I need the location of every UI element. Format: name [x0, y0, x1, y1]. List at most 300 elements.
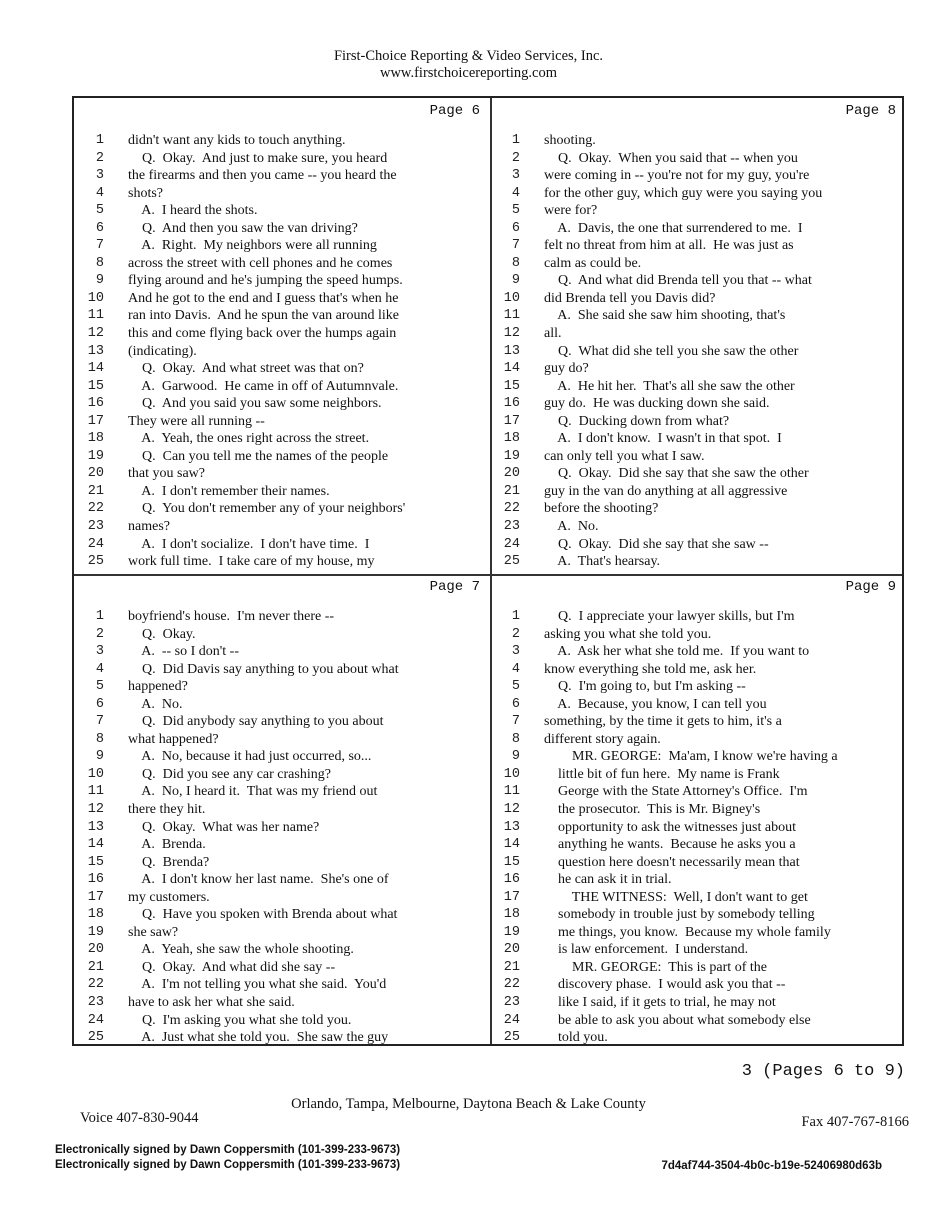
transcript-line: [74, 854, 490, 872]
line-number: 9: [95, 273, 104, 289]
line-number: 22: [87, 501, 104, 517]
transcript-line: [490, 255, 906, 273]
line-text: George with the State Attorney's Office. I'm: [544, 784, 808, 800]
transcript-line: [490, 819, 906, 837]
line-text: boyfriend's house. I'm never there --: [128, 609, 335, 624]
line-text: across the street with cell phones and he comes: [128, 255, 393, 271]
line-number: 7: [511, 238, 520, 254]
line-number: 11: [503, 308, 520, 324]
transcript-line: [490, 1012, 906, 1030]
transcript-line: [490, 307, 906, 325]
transcript-line: [74, 167, 490, 185]
transcript-line: [490, 608, 906, 626]
line-text: be able to ask you about what somebody else: [544, 1012, 811, 1028]
line-number: 5: [95, 203, 104, 219]
line-number: 22: [503, 501, 520, 517]
document-hash: 7d4af744-3504-4b0c-b19e-52406980d63b: [661, 1160, 882, 1172]
transcript-line: [490, 1029, 906, 1047]
line-text: guy do. He was ducking down she said.: [544, 396, 770, 412]
line-text: A. Brenda.: [128, 837, 206, 853]
line-text: Q. Okay. And just to make sure, you heard: [128, 150, 388, 166]
transcript-page: [490, 98, 906, 572]
line-text: there they hit.: [128, 802, 206, 818]
line-number: 9: [511, 749, 520, 765]
line-number: 1: [511, 609, 520, 624]
transcript-line: [74, 483, 490, 501]
transcript-line: [490, 430, 906, 448]
line-text: he can ask it in trial.: [544, 872, 672, 888]
line-number: 14: [87, 837, 104, 853]
transcript-line: [490, 553, 906, 571]
line-number: 16: [503, 872, 520, 888]
transcript-line: [74, 678, 490, 696]
line-text: A. That's hearsay.: [544, 554, 661, 570]
line-number: 2: [511, 150, 520, 166]
line-text: is law enforcement. I understand.: [544, 942, 749, 958]
line-text: for the other guy, which guy were you saying you: [544, 185, 823, 201]
line-text: A. -- so I don't --: [128, 644, 240, 660]
line-text: question here doesn't necessarily mean that: [544, 854, 800, 870]
line-text: did Brenda tell you Davis did?: [544, 290, 716, 306]
transcript-line: [490, 731, 906, 749]
transcript-line: [74, 1012, 490, 1030]
line-number: 6: [511, 696, 520, 712]
transcript-line: [490, 889, 906, 907]
transcript-line: [74, 906, 490, 924]
transcript-line: [490, 836, 906, 854]
line-number: 18: [87, 907, 104, 923]
transcript-line: [74, 748, 490, 766]
transcript-line: [490, 643, 906, 661]
line-number: 10: [503, 290, 520, 306]
line-text: A. Because, you know, I can tell you: [544, 696, 767, 712]
line-number: 4: [95, 661, 104, 677]
transcript-lines: [74, 132, 490, 571]
transcript-lines: [490, 132, 906, 571]
line-text: Q. Have you spoken with Brenda about what: [128, 907, 398, 923]
line-number: 20: [87, 466, 104, 482]
line-number: 16: [503, 396, 520, 412]
transcript-line: [490, 783, 906, 801]
line-number: 10: [87, 290, 104, 306]
line-text: A. No, because it had just occurred, so...: [128, 749, 372, 765]
page-number-label: Page 8: [845, 103, 896, 119]
line-text: A. Davis, the one that surrendered to me. I: [544, 220, 803, 236]
transcript-lines: [74, 608, 490, 1047]
line-text: me things, you know. Because my whole family: [544, 924, 831, 940]
line-text: asking you what she told you.: [544, 626, 712, 642]
line-text: (indicating).: [128, 343, 197, 359]
line-text: A. Ask her what she told me. If you want to: [544, 644, 810, 660]
line-number: 20: [503, 466, 520, 482]
transcript-line: [74, 413, 490, 431]
line-text: A. Yeah, the ones right across the street.: [128, 431, 370, 447]
line-text: Q. Okay. What was her name?: [128, 819, 320, 835]
electronic-signature: Electronically signed by Dawn Coppersmith (101-399-233-9673): [55, 1159, 401, 1171]
line-number: 12: [87, 802, 104, 818]
line-text: guy do?: [544, 361, 589, 377]
transcript-line: [490, 661, 906, 679]
transcript-line: [74, 801, 490, 819]
transcript-line: [74, 272, 490, 290]
transcript-line: [74, 766, 490, 784]
transcript-line: [490, 150, 906, 168]
transcript-line: [490, 465, 906, 483]
line-text: somebody in trouble just by somebody telling: [544, 907, 815, 923]
transcript-line: [490, 748, 906, 766]
transcript-line: [490, 360, 906, 378]
line-text: Q. Can you tell me the names of the people: [128, 448, 389, 464]
line-text: Q. Okay. Did she say that she saw the other: [544, 466, 809, 482]
line-text: names?: [128, 519, 170, 535]
line-text: A. I heard the shots.: [128, 203, 258, 219]
line-number: 14: [87, 361, 104, 377]
line-number: 25: [503, 1030, 520, 1046]
line-text: A. No.: [128, 696, 183, 712]
transcript-line: [74, 661, 490, 679]
transcript-line: [74, 626, 490, 644]
page-number-label: Page 6: [429, 103, 480, 119]
line-number: 24: [87, 1012, 104, 1028]
transcript-line: [74, 889, 490, 907]
line-number: 18: [87, 431, 104, 447]
line-number: 13: [503, 819, 520, 835]
line-number: 6: [95, 696, 104, 712]
line-number: 3: [511, 168, 520, 184]
voice-phone: Voice 407-830-9044: [80, 1110, 199, 1126]
line-text: And he got to the end and I guess that's when he: [128, 290, 399, 306]
line-number: 7: [95, 238, 104, 254]
line-number: 23: [503, 519, 520, 535]
line-number: 13: [87, 343, 104, 359]
line-text: THE WITNESS: Well, I don't want to get: [544, 889, 808, 905]
transcript-line: [74, 696, 490, 714]
line-text: Q. Brenda?: [128, 854, 210, 870]
line-number: 4: [95, 185, 104, 201]
transcript-page: [490, 574, 906, 1048]
transcript-line: [74, 237, 490, 255]
line-text: A. Yeah, she saw the whole shooting.: [128, 942, 354, 958]
line-number: 8: [95, 731, 104, 747]
transcript-line: [74, 518, 490, 536]
transcript-line: [490, 854, 906, 872]
transcript-line: [490, 959, 906, 977]
line-text: A. She said she saw him shooting, that's: [544, 308, 786, 324]
line-text: opportunity to ask the witnesses just about: [544, 819, 796, 835]
line-number: 7: [95, 714, 104, 730]
line-number: 21: [503, 483, 520, 499]
line-number: 2: [95, 626, 104, 642]
line-number: 18: [503, 907, 520, 923]
transcript-line: [490, 518, 906, 536]
line-text: what happened?: [128, 731, 219, 747]
line-text: like I said, if it gets to trial, he may not: [544, 995, 776, 1011]
transcript-line: [490, 413, 906, 431]
line-number: 19: [87, 924, 104, 940]
line-text: shots?: [128, 185, 163, 201]
line-text: A. I don't remember their names.: [128, 483, 330, 499]
transcript-line: [490, 272, 906, 290]
line-number: 21: [87, 483, 104, 499]
line-text: Q. And then you saw the van driving?: [128, 220, 358, 236]
line-text: A. Right. My neighbors were all running: [128, 238, 377, 254]
line-text: MR. GEORGE: Ma'am, I know we're having a: [544, 749, 838, 765]
line-text: Q. Did you see any car crashing?: [128, 766, 331, 782]
line-number: 23: [87, 519, 104, 535]
line-number: 19: [87, 448, 104, 464]
line-number: 24: [503, 1012, 520, 1028]
transcript-line: [490, 167, 906, 185]
transcript-line: [74, 819, 490, 837]
transcript-line: [490, 924, 906, 942]
line-text: Q. I'm going to, but I'm asking --: [544, 679, 746, 695]
transcript-line: [490, 678, 906, 696]
line-text: Q. Okay. Did she say that she saw --: [544, 536, 769, 552]
line-number: 20: [503, 942, 520, 958]
line-text: A. He hit her. That's all she saw the other: [544, 378, 795, 394]
transcript-line: [74, 325, 490, 343]
line-number: 16: [87, 872, 104, 888]
transcript-line: [490, 395, 906, 413]
transcript-line: [74, 783, 490, 801]
line-text: my customers.: [128, 889, 210, 905]
transcript-line: [490, 325, 906, 343]
transcript-page: [74, 98, 490, 572]
line-number: 8: [511, 255, 520, 271]
line-text: guy in the van do anything at all aggressive: [544, 483, 788, 499]
line-text: Q. I appreciate your lawyer skills, but I'm: [544, 609, 795, 624]
line-number: 8: [95, 255, 104, 271]
line-text: work full time. I take care of my house, my: [128, 554, 375, 570]
line-number: 7: [511, 714, 520, 730]
line-number: 10: [87, 766, 104, 782]
line-text: different story again.: [544, 731, 661, 747]
transcript-line: [74, 553, 490, 571]
line-number: 3: [511, 644, 520, 660]
transcript-line: [490, 801, 906, 819]
line-text: Q. Okay.: [128, 626, 196, 642]
transcript-line: [490, 713, 906, 731]
line-number: 21: [503, 959, 520, 975]
line-number: 24: [87, 536, 104, 552]
line-text: A. I don't know. I wasn't in that spot. I: [544, 431, 782, 447]
transcript-line: [490, 237, 906, 255]
line-number: 17: [87, 889, 104, 905]
line-text: something, by the time it gets to him, it's a: [544, 714, 782, 730]
line-number: 16: [87, 396, 104, 412]
line-number: 12: [87, 326, 104, 342]
transcript-page: [74, 574, 490, 1048]
transcript-line: [490, 290, 906, 308]
line-number: 20: [87, 942, 104, 958]
line-number: 11: [87, 784, 104, 800]
transcript-line: [74, 395, 490, 413]
transcript-line: [490, 994, 906, 1012]
line-text: MR. GEORGE: This is part of the: [544, 959, 767, 975]
transcript-line: [490, 766, 906, 784]
transcript-line: [74, 1029, 490, 1047]
fax-number: Fax 407-767-8166: [801, 1114, 909, 1130]
line-text: Q. Okay. When you said that -- when you: [544, 150, 798, 166]
transcript-line: [74, 994, 490, 1012]
line-text: felt no threat from him at all. He was just as: [544, 238, 794, 254]
transcript-line: [74, 976, 490, 994]
line-number: 15: [503, 378, 520, 394]
line-text: A. Garwood. He came in off of Autumnvale.: [128, 378, 399, 394]
line-text: Q. What did she tell you she saw the other: [544, 343, 799, 359]
line-text: discovery phase. I would ask you that --: [544, 977, 786, 993]
transcript-line: [490, 448, 906, 466]
line-number: 19: [503, 924, 520, 940]
line-text: ran into Davis. And he spun the van around like: [128, 308, 400, 324]
transcript-line: [490, 185, 906, 203]
transcript-line: [74, 202, 490, 220]
electronic-signature: Electronically signed by Dawn Coppersmith (101-399-233-9673): [55, 1144, 401, 1156]
transcript-line: [74, 941, 490, 959]
transcript-line: [74, 536, 490, 554]
line-number: 17: [503, 413, 520, 429]
line-number: 2: [95, 150, 104, 166]
transcript-grid: [72, 96, 904, 1046]
line-text: Q. And what did Brenda tell you that -- what: [544, 273, 812, 289]
line-number: 12: [503, 802, 520, 818]
line-number: 9: [95, 749, 104, 765]
line-text: the firearms and then you came -- you heard the: [128, 168, 397, 184]
transcript-line: [490, 500, 906, 518]
line-number: 15: [87, 378, 104, 394]
line-number: 4: [511, 661, 520, 677]
line-number: 11: [503, 784, 520, 800]
company-name: First-Choice Reporting & Video Services, Inc.: [333, 48, 604, 64]
transcript-line: [74, 500, 490, 518]
line-number: 9: [511, 273, 520, 289]
transcript-line: [490, 871, 906, 889]
line-number: 13: [87, 819, 104, 835]
transcript-line: [490, 906, 906, 924]
line-number: 8: [511, 731, 520, 747]
page-number-label: Page 7: [429, 579, 480, 595]
line-number: 24: [503, 536, 520, 552]
line-number: 25: [87, 1030, 104, 1046]
line-number: 19: [503, 448, 520, 464]
transcript-line: [490, 976, 906, 994]
line-number: 5: [511, 203, 520, 219]
line-number: 22: [503, 977, 520, 993]
line-number: 1: [95, 133, 104, 148]
line-number: 25: [87, 554, 104, 570]
transcript-line: [74, 343, 490, 361]
transcript-line: [74, 220, 490, 238]
transcript-line: [74, 731, 490, 749]
line-text: before the shooting?: [544, 501, 659, 517]
line-text: didn't want any kids to touch anything.: [128, 133, 346, 148]
transcript-line: [74, 959, 490, 977]
line-number: 6: [95, 220, 104, 236]
transcript-line: [490, 343, 906, 361]
line-text: told you.: [544, 1030, 608, 1046]
line-text: know everything she told me, ask her.: [544, 661, 757, 677]
page-number-label: Page 9: [845, 579, 896, 595]
transcript-line: [74, 924, 490, 942]
line-number: 15: [87, 854, 104, 870]
transcript-line: [490, 202, 906, 220]
transcript-line: [74, 378, 490, 396]
line-number: 18: [503, 431, 520, 447]
line-number: 23: [87, 995, 104, 1011]
line-number: 14: [503, 361, 520, 377]
line-text: she saw?: [128, 924, 179, 940]
line-text: were coming in -- you're not for my guy, you're: [544, 168, 810, 184]
transcript-line: [74, 871, 490, 889]
line-text: They were all running --: [128, 413, 265, 429]
line-text: Q. Okay. And what street was that on?: [128, 361, 364, 377]
line-text: were for?: [544, 203, 598, 219]
line-number: 25: [503, 554, 520, 570]
line-text: A. No, I heard it. That was my friend out: [128, 784, 378, 800]
transcript-line: [74, 430, 490, 448]
line-text: Q. Ducking down from what?: [544, 413, 730, 429]
line-number: 1: [95, 609, 104, 624]
line-number: 15: [503, 854, 520, 870]
line-number: 22: [87, 977, 104, 993]
line-number: 17: [503, 889, 520, 905]
transcript-line: [74, 132, 490, 150]
line-text: Q. I'm asking you what she told you.: [128, 1012, 352, 1028]
line-number: 11: [87, 308, 104, 324]
line-number: 12: [503, 326, 520, 342]
transcript-line: [74, 185, 490, 203]
line-number: 5: [511, 679, 520, 695]
transcript-line: [74, 150, 490, 168]
line-text: have to ask her what she said.: [128, 995, 295, 1011]
line-text: all.: [544, 326, 562, 342]
office-locations: Orlando, Tampa, Melbourne, Daytona Beach & Lake County: [291, 1096, 646, 1112]
line-number: 10: [503, 766, 520, 782]
transcript-line: [74, 608, 490, 626]
line-text: flying around and he's jumping the speed humps.: [128, 273, 403, 289]
transcript-line: [74, 255, 490, 273]
line-text: A. I'm not telling you what she said. You'd: [128, 977, 387, 993]
line-number: 14: [503, 837, 520, 853]
line-number: 13: [503, 343, 520, 359]
pages-summary: 3 (Pages 6 to 9): [741, 1062, 905, 1081]
line-number: 23: [503, 995, 520, 1011]
line-number: 5: [95, 679, 104, 695]
line-number: 2: [511, 626, 520, 642]
transcript-line: [74, 290, 490, 308]
line-text: happened?: [128, 679, 188, 695]
transcript-line: [490, 378, 906, 396]
transcript-line: [74, 713, 490, 731]
line-number: 3: [95, 644, 104, 660]
transcript-line: [74, 307, 490, 325]
transcript-line: [490, 220, 906, 238]
line-text: A. No.: [544, 519, 599, 535]
line-text: that you saw?: [128, 466, 205, 482]
transcript-line: [74, 643, 490, 661]
line-number: 4: [511, 185, 520, 201]
line-number: 1: [511, 133, 520, 148]
line-text: anything he wants. Because he asks you a: [544, 837, 796, 853]
transcript-line: [490, 941, 906, 959]
line-text: Q. Did Davis say anything to you about what: [128, 661, 399, 677]
transcript-line: [74, 836, 490, 854]
transcript-line: [74, 465, 490, 483]
transcript-line: [490, 483, 906, 501]
line-number: 21: [87, 959, 104, 975]
line-text: A. Just what she told you. She saw the guy: [128, 1030, 389, 1046]
document-header: [0, 48, 937, 82]
